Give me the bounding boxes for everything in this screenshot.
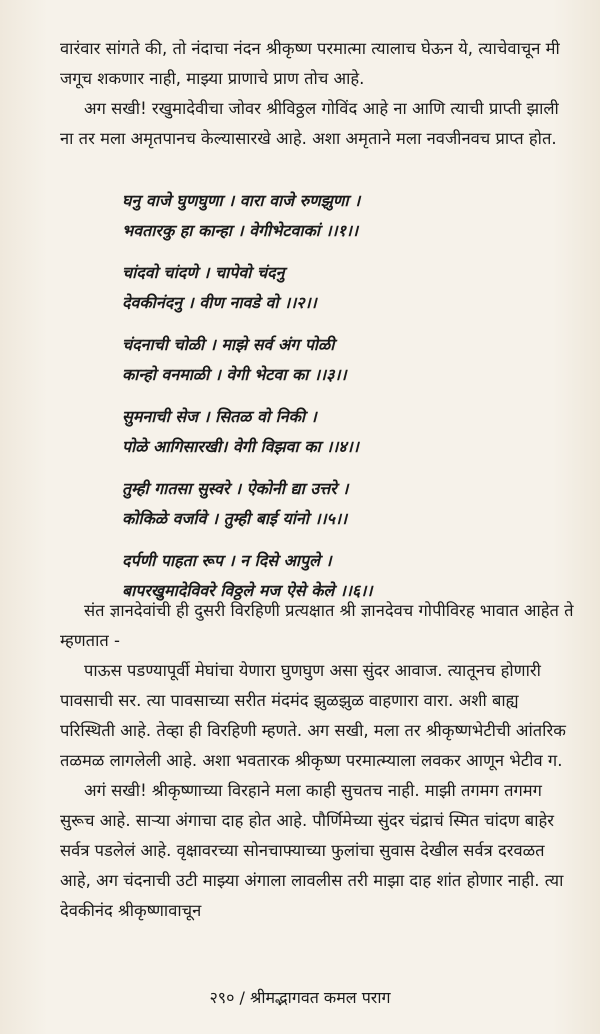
stanza-4 <box>122 402 542 462</box>
stanza-5 <box>122 474 542 534</box>
verse-line: कान्हो वनमाळी । वेगी भेटवा का ।।३।। <box>122 365 347 384</box>
paragraph-1: वारंवार सांगते की, तो नंदाचा नंदन श्रीकृष्ण परमात्मा त्यालाच घेऊन ये, त्याचेवाचून मी जगूच शकणार नाही, माझ्या प्राणाचे प्राण तोच आहे. <box>60 39 560 88</box>
paragraph-2: अग सखी! रखुमादेवीचा जोवर श्रीविठ्ठल गोविंद आहे ना आणि त्याची प्राप्ती झाली ना तर मला अमृतपानच केल्यासारखे आहे. अशा अमृताने मला नवजीनवच प्राप्त होत. <box>60 99 559 148</box>
verse-line: घनु वाजे घुणघुणा । वारा वाजे रुणझुणा । <box>122 191 361 210</box>
verse-line: चंदनाची चोळी । माझे सर्व अंग पोळी <box>122 335 335 354</box>
verse-line: पोळे आगिसारखी। वेगी विझवा का ।।४।। <box>122 437 359 456</box>
verse-line: दर्पणी पाहता रूप । न दिसे आपुले । <box>122 551 332 570</box>
verse-line: देवकीनंदनु । वीण नावडे वो ।।२।। <box>122 293 317 312</box>
paragraph-4: पाऊस पडण्यापूर्वी मेघांचा येणारा घुणघुण असा सुंदर आवाज. त्यातूनच होणारी पावसाची सर. त्या पावसाच्या सरीत मंदमंद झुळझुळ वाहणारा वारा. अशी बाह्य परिस्थिती आहे. तेव्हा ही विरहिणी म्हणते. अग सखी, मला तर श्रीकृष्णभेटीची आंतरिक तळमळ लागलेली आहे. अशा भवतारक श्रीकृष्ण परमात्म्याला लवकर आणून भेटीव ग. <box>60 661 566 770</box>
verse-block <box>122 186 542 618</box>
paragraph-5: अगं सखी! श्रीकृष्णाच्या विरहाने मला काही सुचतच नाही. माझी तगमग तगमग सुरूच आहे. साऱ्या अंगाचा दाह होत आहे. पौर्णिमेच्या सुंदर चंद्राचं स्मित चांदण बाहेर सर्वत्र पडलेलं आहे. वृक्षावरच्या सोनचाफ्याच्या फुलांचा सुवास देखील सर्वत्र दरवळत आहे, अग चंदनाची उटी माझ्या अंगाला लावलीस तरी माझा दाह शांत होणार नाही. त्या देवकीनंद श्रीकृष्णावाचून <box>60 781 564 920</box>
verse-line: तुम्ही गातसा सुस्वरे । ऐकोनी द्या उत्तरे । <box>122 479 349 498</box>
verse-line: बापरखुमादेविवरे विठ्ठले मज ऐसे केले ।।६।। <box>122 581 373 600</box>
commentary-paragraphs <box>60 596 575 926</box>
stanza-3 <box>122 330 542 390</box>
verse-line: भवतारकु हा कान्हा । वेगीभेटवाकां ।।१।। <box>122 221 359 240</box>
stanza-1 <box>122 186 542 246</box>
intro-paragraphs <box>60 34 575 154</box>
paragraph-3: संत ज्ञानदेवांची ही दुसरी विरहिणी प्रत्यक्षात श्री ज्ञानदेवच गोपीविरह भावात आहेत ते म्हणतात - <box>60 601 574 650</box>
stanza-2 <box>122 258 542 318</box>
page-footer: २९० / श्रीमद्भागवत कमल पराग <box>209 988 391 1007</box>
verse-line: कोकिळे वर्जावे । तुम्ही बाई यांनो ।।५।। <box>122 509 348 528</box>
verse-line: चांदवो चांदणे । चापेवो चंदनु <box>122 263 285 282</box>
verse-line: सुमनाची सेज । सितळ वो निकी । <box>122 407 317 426</box>
